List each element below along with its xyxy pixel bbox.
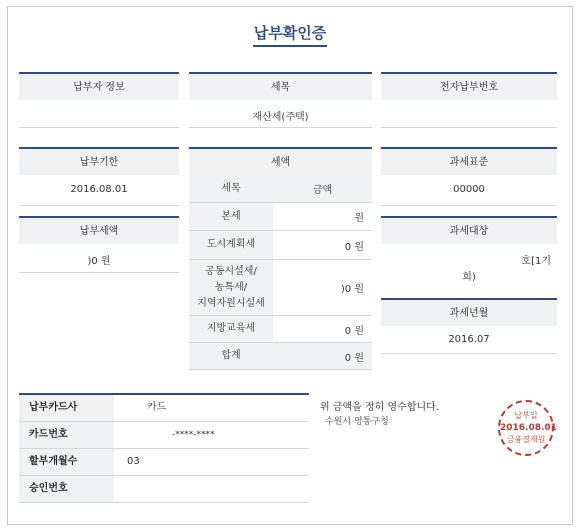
- tax-amount-header: 세액: [189, 147, 372, 175]
- table-row: [19, 449, 309, 476]
- row-label: 도시계획세: [189, 231, 273, 259]
- tax-item-value: 재산세(주택): [252, 112, 309, 123]
- paid-amount-value: )0 원: [87, 256, 111, 267]
- installment-label: 할부개월수: [19, 449, 114, 475]
- due-date-value: 2016.08.01: [70, 184, 128, 195]
- tax-base-header: 과세표준: [381, 147, 557, 175]
- due-date-header: 납부기한: [19, 147, 179, 175]
- tax-breakdown-table: [189, 175, 372, 370]
- row-label: 공동시설세/ 농특세/ 지역자원시설세: [189, 260, 273, 315]
- row-label: 본세: [189, 203, 273, 230]
- installment-value: 03: [127, 456, 140, 467]
- stamp-date: 2016.08.01: [500, 423, 557, 433]
- payer-info-header: 납부자 정보: [19, 72, 179, 100]
- payment-date-stamp: [498, 400, 557, 456]
- tax-year-month-value: 2016.07: [448, 334, 490, 345]
- total-row: [189, 343, 372, 370]
- table-row: [19, 395, 309, 422]
- tax-target-line2: 희): [462, 272, 476, 283]
- row-label: 지방교육세: [189, 316, 273, 342]
- table-row: [19, 476, 309, 503]
- paid-amount-header: 납부세액: [19, 216, 179, 244]
- divider: [381, 127, 557, 128]
- table-row: [19, 422, 309, 449]
- tax-year-month-header: 과세년월: [381, 298, 557, 326]
- row-amount: 원: [354, 213, 364, 224]
- table-row: [189, 231, 372, 260]
- tax-item-header: 세목: [189, 72, 372, 100]
- table-row: [189, 203, 372, 231]
- total-amount: 0 원: [273, 343, 372, 369]
- divider: [19, 205, 179, 206]
- e-pay-number-header: 전자납부번호: [381, 72, 557, 100]
- col-item-header: 세목: [189, 175, 273, 202]
- card-number-label: 카드번호: [19, 422, 114, 448]
- divider: [19, 127, 179, 128]
- col-amount-header: 금액: [273, 175, 372, 202]
- table-row: [189, 260, 372, 316]
- card-payment-table: [19, 393, 309, 505]
- table-header-row: [189, 175, 372, 203]
- row-amount: )0 원: [340, 284, 364, 295]
- stamp-top-text: 납부일: [514, 411, 538, 420]
- divider: [381, 205, 557, 206]
- card-number-value: -****-****: [172, 430, 215, 440]
- row-amount: 0 원: [344, 241, 364, 253]
- total-label: 합계: [189, 343, 273, 369]
- table-row: [189, 316, 372, 343]
- divider: [381, 353, 557, 354]
- tax-base-value: 00000: [453, 184, 485, 195]
- divider: [19, 272, 179, 273]
- receipt-statement: 위 금액을 정히 영수합니다.: [320, 402, 439, 413]
- page-title: 납부확인증: [253, 24, 327, 42]
- approval-number-label: 승인번호: [19, 476, 114, 502]
- card-company-value: 카드: [147, 402, 167, 413]
- card-company-label: 납부카드사: [19, 395, 114, 421]
- row-amount: 0 원: [344, 325, 364, 337]
- issuing-office: 수원시 영통구청: [325, 417, 389, 427]
- divider: [189, 127, 372, 128]
- tax-target-header: 과세대상: [381, 216, 557, 244]
- stamp-bottom-text: 금융결제원: [506, 435, 546, 444]
- title-underline: [253, 45, 327, 47]
- tax-target-line1: 호[1기: [521, 256, 551, 267]
